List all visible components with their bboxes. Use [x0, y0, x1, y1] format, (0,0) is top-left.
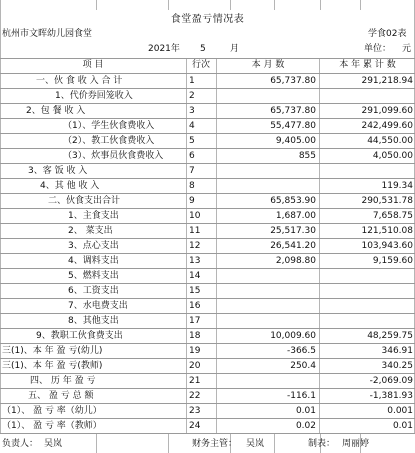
row-year-total: 119.34	[381, 181, 413, 191]
row-year-total: 103,943.60	[361, 241, 413, 251]
row-label: 2、 菜支出	[68, 226, 113, 236]
row-label: 2、包 餐 收 入	[26, 106, 86, 116]
row-label: 9、教职工伙食费支出	[36, 331, 123, 341]
row-label: 5、燃料支出	[68, 271, 119, 281]
row-month-amount: 65,737.80	[270, 106, 316, 116]
row-year-total: 7,658.75	[372, 211, 413, 221]
grid-vline	[96, 0, 97, 10]
row-label: 6、工资支出	[68, 286, 119, 296]
row-month-amount: 10,009.60	[270, 331, 316, 341]
row-seq: 21	[189, 376, 201, 386]
row-seq: 17	[189, 316, 201, 326]
row-seq: 3	[189, 106, 195, 116]
row-seq: 19	[189, 346, 201, 356]
row-month-amount: 9,405.00	[275, 136, 316, 146]
row-label: 8、其他支出	[68, 316, 119, 326]
row-seq: 6	[189, 151, 195, 161]
form-number: 学食02表	[368, 29, 407, 39]
unit-label: 单位：	[364, 44, 392, 54]
grid-vline	[360, 0, 361, 10]
manager-name: 吴岚	[44, 439, 63, 449]
row-year-total: 48,259.75	[367, 331, 413, 341]
page-title: 食堂盈亏情况表	[170, 14, 245, 25]
unit-name: 杭州市文晖幼儿园食堂	[2, 29, 93, 39]
row-label: 三(1)、本 年 盈 亏(幼儿)	[2, 346, 103, 356]
row-month-amount: 250.4	[290, 361, 316, 371]
row-year-total: 9,159.60	[372, 256, 413, 266]
column-header-month: 本 月 数	[251, 60, 285, 70]
manager-label: 负责人：	[2, 439, 39, 449]
row-label: 7、水电费支出	[68, 301, 128, 311]
row-year-total: 242,499.60	[361, 121, 413, 131]
grid-vline	[186, 58, 187, 434]
row-seq: 20	[189, 361, 201, 371]
row-month-amount: 26,541.20	[270, 241, 316, 251]
row-year-total: 346.91	[381, 346, 413, 356]
row-label: （1）、 盈 亏 率（教师）	[2, 421, 102, 431]
row-seq: 9	[189, 196, 195, 206]
finance-name: 吴岚	[246, 439, 265, 449]
grid-vline	[230, 0, 231, 10]
row-label: 一、伙 食 收 入 合 计	[36, 76, 123, 86]
row-month-amount: 1,687.00	[275, 211, 316, 221]
grid-vline	[0, 0, 1, 58]
finance-label: 财务主管：	[192, 439, 238, 449]
report-month: 5	[200, 44, 206, 54]
row-month-amount: -366.5	[286, 346, 316, 356]
column-header-seq: 行次	[191, 60, 210, 70]
row-label: 四、 历 年 盈 亏	[30, 376, 96, 386]
row-year-total: 0.001	[387, 406, 413, 416]
row-seq: 14	[189, 271, 201, 281]
row-label: （3）、炊事员伙食费收入	[63, 151, 164, 161]
report-year: 2021年	[148, 44, 180, 54]
row-seq: 12	[189, 241, 201, 251]
row-seq: 18	[189, 331, 201, 341]
row-label: 3、点心支出	[68, 241, 119, 251]
row-month-amount: 55,477.80	[270, 121, 316, 131]
grid-vline	[168, 433, 169, 453]
row-seq: 4	[189, 121, 195, 131]
maker-name: 周丽婷	[342, 439, 370, 449]
currency-label: 元	[402, 44, 412, 54]
row-seq: 22	[189, 391, 201, 401]
row-year-total: 291,218.94	[361, 76, 413, 86]
row-month-amount: 0.01	[295, 406, 316, 416]
row-month-amount: 25,517.30	[270, 226, 316, 236]
row-year-total: 291,099.60	[361, 106, 413, 116]
row-label: 三(1)、本 年 盈 亏(教师)	[2, 361, 103, 371]
row-seq: 7	[189, 166, 195, 176]
row-label: 二、伙食支出合计	[48, 196, 121, 206]
grid-vline	[168, 0, 169, 10]
row-label: 4、调料支出	[68, 256, 119, 266]
row-year-total: 0.01	[392, 421, 413, 431]
row-label: 3、客 饭 收 入	[28, 166, 88, 176]
row-year-total: 290,531.78	[361, 196, 413, 206]
column-header-item: 项 目	[82, 60, 104, 70]
grid-vline	[96, 433, 97, 453]
row-month-amount: 2,098.80	[275, 256, 316, 266]
grid-vline	[274, 0, 275, 10]
row-seq: 23	[189, 406, 201, 416]
row-label: 1、代价券回笼收入	[55, 91, 133, 101]
row-seq: 8	[189, 181, 195, 191]
row-month-amount: 65,853.90	[270, 196, 316, 206]
row-year-total: 4,050.00	[372, 151, 413, 161]
row-year-total: -1,381.93	[369, 391, 413, 401]
row-label: （2）、教工伙食费收入	[63, 136, 155, 146]
row-label: （1）、学生伙食费收入	[63, 121, 155, 131]
row-seq: 2	[189, 91, 195, 101]
row-year-total: 340.25	[381, 361, 413, 371]
row-seq: 16	[189, 301, 201, 311]
maker-label: 制表：	[308, 439, 336, 449]
row-label: （1）、 盈 亏 率（幼儿）	[2, 406, 102, 416]
row-year-total: 44,550.00	[367, 136, 413, 146]
row-label: 五、 盈 亏 总 额	[28, 391, 94, 401]
row-seq: 15	[189, 286, 201, 296]
row-seq: 13	[189, 256, 201, 266]
row-label: 4、其 他 收 入	[40, 181, 100, 191]
row-month-amount: 65,737.80	[270, 76, 316, 86]
row-seq: 11	[189, 226, 201, 236]
row-seq: 1	[189, 76, 195, 86]
month-label: 月	[230, 44, 240, 54]
row-seq: 24	[189, 421, 201, 431]
row-month-amount: 0.02	[295, 421, 316, 431]
row-label: 1、主食支出	[68, 211, 119, 221]
row-seq: 5	[189, 136, 195, 146]
row-seq: 10	[189, 211, 201, 221]
row-year-total: -2,069.09	[369, 376, 413, 386]
grid-vline	[274, 433, 275, 453]
column-header-year: 本 年 累 计 数	[339, 60, 396, 70]
grid-vline	[320, 0, 321, 10]
row-month-amount: 855	[298, 151, 316, 161]
row-month-amount: -116.1	[286, 391, 316, 401]
row-year-total: 121,510.08	[361, 226, 413, 236]
